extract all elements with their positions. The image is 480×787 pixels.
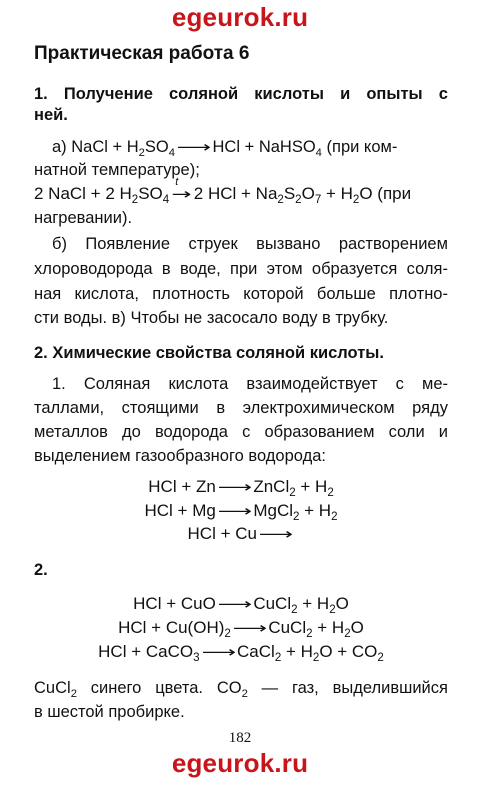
paragraph-b-line3: ная кислота, плотность которой больше плотно- <box>34 285 448 303</box>
equation-cu: HCl + Cu ⟶ <box>187 524 293 543</box>
section2-p1-line1: 1. Соляная кислота взаимодействует с ме- <box>52 375 448 393</box>
reaction-a-line4: нагревании). <box>34 209 133 227</box>
equation-zn: HCl + Zn ⟶ZnCl$_2$ + $H_2$ <box>148 477 334 500</box>
equation-cuoh2: HCl + $Cu(OH)_2$ ⟶CuCl$_2$ + $H_2O$ <box>118 618 364 641</box>
watermark-top: egeurok.ru <box>171 2 309 32</box>
equation-caco3: HCl + CaCO$_3$ ⟶CaCl$_2$ + $H_2O + CO_2$ <box>98 642 384 665</box>
section2-p1-line3: металлов до водорода с образованием соли и <box>34 423 448 441</box>
reaction-a-line3: 2 NaCl + 2 $H_2SO_4$ t → 2 HCl + $Na_2S_2O_7 + H_2O$ (при <box>34 176 412 207</box>
final-line1: CuCl$_2$ синего цвета. $CO_2$ — газ, выделившийся <box>34 679 448 700</box>
page-title: Практическая работа 6 <box>34 43 250 64</box>
page-number: 182 <box>228 730 252 746</box>
watermark-bottom: egeurok.ru <box>171 748 309 778</box>
paragraph-b-line2: хлороводорода в воде, при этом образуется соля- <box>34 260 448 278</box>
paragraph-b-line1: б) Появление струек вызвано растворением <box>52 235 448 253</box>
equation-mg: HCl + Mg ⟶MgCl$_2$ + $H_2$ <box>144 501 338 524</box>
paragraph-b-line4: сти воды. в) Чтобы не засосало воду в трубку. <box>34 309 389 327</box>
section1-heading-line2: ней. <box>34 106 68 124</box>
section2-p1-line2: таллами, стоящими в электрохимическом ряду <box>34 399 448 417</box>
section1-heading-line1: 1. Получение соляной кислоты и опыты с <box>34 85 448 103</box>
item2-label: 2. <box>34 561 48 579</box>
final-line2: в шестой пробирке. <box>34 703 185 721</box>
section2-heading: 2. Химические свойства соляной кислоты. <box>34 344 384 362</box>
reaction-a-line2: натной температуре); <box>34 161 200 179</box>
section2-p1-line4: выделением газообразного водорода: <box>34 447 326 465</box>
reaction-a-line1: а) NaCl + $H_2SO_4$ ⟶HCl + NaHSO$_4$ (при ком- <box>52 138 398 159</box>
equation-cuo: HCl + CuO ⟶CuCl$_2$ + $H_2O$ <box>133 594 349 617</box>
